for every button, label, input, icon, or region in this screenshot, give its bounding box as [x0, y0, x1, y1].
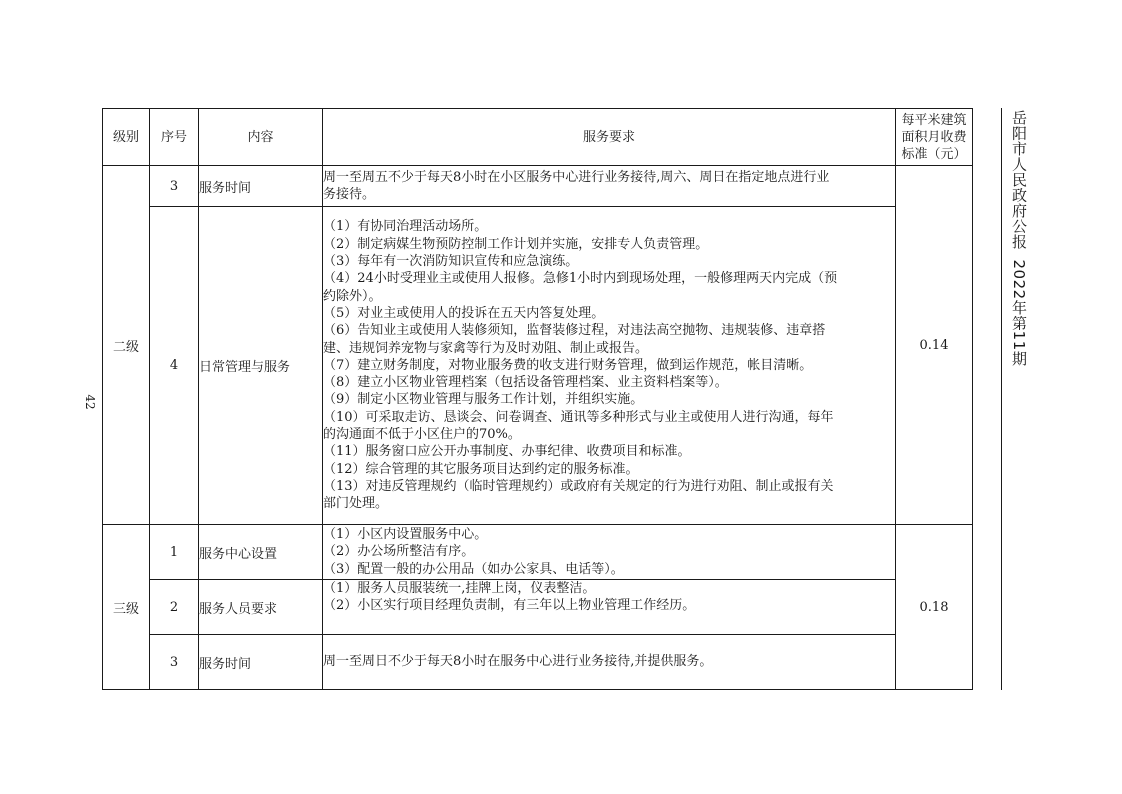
requirement-line: （1）小区内设置服务中心。: [323, 527, 488, 543]
requirement-line: 建、违规饲养宠物与家禽等行为及时劝阻、制止或报告。: [323, 340, 649, 356]
requirement-line: 务接待。: [323, 187, 376, 202]
requirement-line: 周一至周五不少于每天8小时在小区服务中心进行业务接待,周六、周日在指定地点进行业: [323, 169, 830, 185]
level-cell: 三级: [103, 525, 150, 690]
running-header-text: [1011, 110, 1027, 366]
requirement-line: （4）24小时受理业主或使用人报修。急修1小时内到现场处理，一般修理两天内完成（预: [323, 271, 838, 287]
requirement-line: 部门处理。: [323, 496, 389, 512]
requirement-cell: [323, 207, 896, 525]
requirement-line: （2）办公场所整洁有序。: [323, 544, 475, 560]
requirement-cell: [323, 166, 896, 207]
content-cell: 服务时间: [199, 635, 323, 690]
header-fee: 每平米建筑面积月收费标准（元）: [896, 109, 973, 166]
service-standard-table: [102, 108, 973, 690]
table-row: [103, 166, 973, 207]
fee-cell: 0.14: [896, 166, 973, 525]
requirement-cell: [323, 580, 896, 635]
requirement-line: （13）对违反管理规约（临时管理规约）或政府有关规定的行为进行劝阻、制止或报有关: [323, 478, 834, 494]
content-cell: 服务人员要求: [199, 580, 323, 635]
requirement-line: （6）告知业主或使用人装修须知，监督装修过程，对违法高空抛物、违规装修、违章搭: [323, 323, 826, 339]
publication-title: 岳阳市人民政府公报: [1010, 110, 1028, 250]
running-header: [999, 108, 1027, 408]
table-row: [103, 207, 973, 525]
requirement-cell: [323, 525, 896, 580]
seq-cell: 3: [150, 166, 199, 207]
requirement-line: （5）对业主或使用人的投诉在五天内答复处理。: [323, 305, 605, 321]
requirement-line: （7）建立财务制度，对物业服务费的收支进行财务管理，做到运作规范，帐目清晰。: [323, 357, 813, 373]
requirement-cell: [323, 635, 896, 690]
header-content: 内容: [199, 109, 323, 166]
content-cell: 服务时间: [199, 166, 323, 207]
requirement-line: （2）制定病媒生物预防控制工作计划并实施，安排专人负责管理。: [323, 236, 709, 252]
requirement-line: 周一至周日不少于每天8小时在服务中心进行业务接待,并提供服务。: [323, 654, 713, 670]
content-cell: 服务中心设置: [199, 525, 323, 580]
content-cell: 日常管理与服务: [199, 207, 323, 525]
requirement-line: （8）建立小区物业管理档案（包括设备管理档案、业主资料档案等）。: [323, 375, 728, 391]
requirement-line: 约除外）。: [323, 288, 382, 304]
requirement-line: 的沟通面不低于小区住户的70%。: [323, 427, 521, 443]
table-header-row: [103, 109, 973, 166]
requirement-line: （3）配置一般的办公用品（如办公家具、电话等）。: [323, 561, 624, 577]
table-row: [103, 580, 973, 635]
issue-label: 2022年第11期: [1010, 259, 1028, 367]
requirement-line: （3）每年有一次消防知识宣传和应急演练。: [323, 254, 579, 270]
requirement-line: （2）小区实行项目经理负责制，有三年以上物业管理工作经历。: [323, 598, 696, 614]
header-seq: 序号: [150, 109, 199, 166]
seq-cell: 2: [150, 580, 199, 635]
level-cell: 二级: [103, 166, 150, 525]
page-number: 42: [83, 394, 97, 410]
requirement-line: （11）服务窗口应公开办事制度、办事纪律、收费项目和标准。: [323, 444, 691, 460]
requirement-line: （1）有协同治理活动场所。: [323, 219, 488, 235]
requirement-line: （1）服务人员服装统一,挂牌上岗，仪表整洁。: [323, 581, 596, 596]
seq-cell: 1: [150, 525, 199, 580]
table-row: [103, 635, 973, 690]
requirement-line: （12）综合管理的其它服务项目达到约定的服务标准。: [323, 461, 639, 477]
seq-cell: 3: [150, 635, 199, 690]
header-level: 级别: [103, 109, 150, 166]
header-requirement: 服务要求: [323, 109, 896, 166]
table-row: [103, 525, 973, 580]
seq-cell: 4: [150, 207, 199, 525]
fee-cell: 0.18: [896, 525, 973, 690]
requirement-line: （9）制定小区物业管理与服务工作计划，并组织实施。: [323, 392, 644, 408]
requirement-line: （10）可采取走访、恳谈会、问卷调查、通讯等多种形式与业主或使用人进行沟通，每年: [323, 409, 834, 425]
